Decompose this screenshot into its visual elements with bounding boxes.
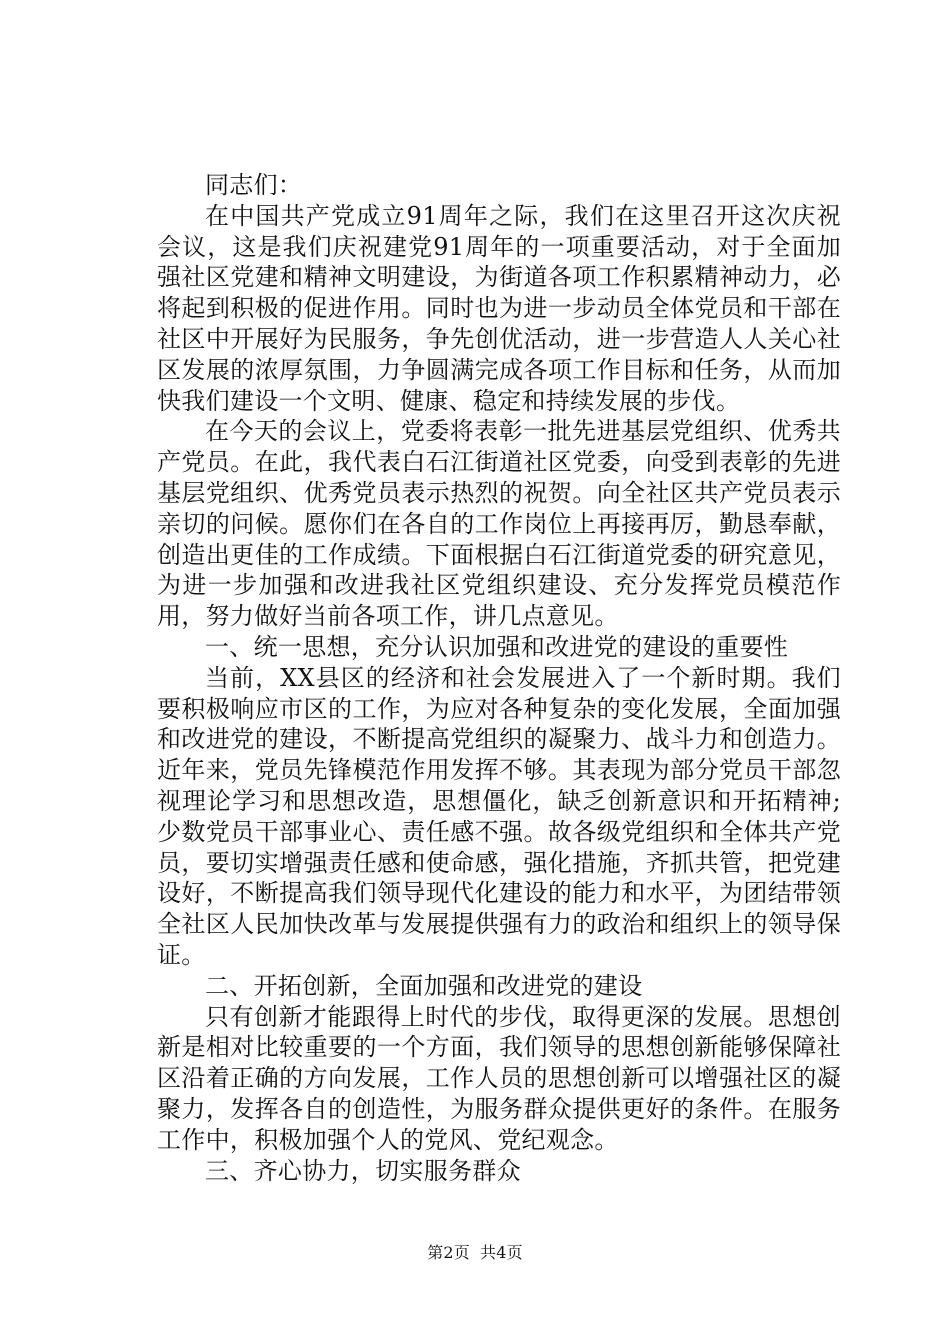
- paragraph-intro: 在中国共产党成立91周年之际，我们在这里召开这次庆祝会议，这是我们庆祝建党91周年的一项重要活动，对于全面加强社区党建和精神文明建设，为街道各项工作积累精神动力，必将起到积极的促进作用。同时也为进一步动员全体党员和干部在社区中开展好为民服务，争先创优活动，进一步营造人人关心社区发展的浓厚氛围，力争圆满完成各项工作目标和任务，从而加快我们建设一个文明、健康、稳定和持续发展的步伐。: [157, 201, 841, 415]
- page-total: 共4页: [480, 1243, 523, 1262]
- paragraph-section-1: 当前，XX县区的经济和社会发展进入了一个新时期。我们要积极响应市区的工作，为应对各种复杂的变化发展，全面加强和改进党的建设，不断提高党组织的凝聚力、战斗力和创造力。近年来，党员先锋模范作用发挥不够。其表现为部分党员干部忽视理论学习和思想改造，思想僵化，缺乏创新意识和开拓精神;少数党员干部事业心、责任感不强。故各级党组织和全体共产党员，要切实增强责任感和使命感，强化措施，齐抓共管，把党建设好，不断提高我们领导现代化建设的能力和水平，为团结带领全社区人民加快改革与发展提供强有力的政治和组织上的领导保证。: [157, 663, 841, 969]
- section-heading-1: 一、统一思想，充分认识加强和改进党的建设的重要性: [205, 632, 789, 661]
- salutation: 同志们：: [205, 171, 303, 199]
- section-heading-2: 二、开拓创新，全面加强和改进党的建设: [205, 971, 643, 1000]
- paragraph-commendation: 在今天的会议上，党委将表彰一批先进基层党组织、优秀共产党员。在此，我代表白石江街道社区党委，向受到表彰的先进基层党组织、优秀党员表示热烈的祝贺。向全社区共产党员表示亲切的问候。愿你们在各自的工作岗位上再接再厉，勤恳奉献，创造出更佳的工作成绩。下面根据白石江街道党委的研究意见，为进一步加强和改进我社区党组织建设、充分发挥党员模范作用，努力做好当前各项工作，讲几点意见。: [157, 417, 841, 631]
- document-body: [157, 170, 841, 1186]
- page-footer: [0, 1243, 950, 1263]
- section-heading-3: 三、齐心协力，切实服务群众: [205, 1156, 521, 1185]
- page-number: 第2页: [427, 1243, 470, 1262]
- paragraph-section-2: 只有创新才能跟得上时代的步伐，取得更深的发展。思想创新是相对比较重要的一个方面，我们领导的思想创新能够保障社区沿着正确的方向发展，工作人员的思想创新可以增强社区的凝聚力，发挥各自的创造性，为服务群众提供更好的条件。在服务工作中，积极加强个人的党风、党纪观念。: [157, 1002, 841, 1154]
